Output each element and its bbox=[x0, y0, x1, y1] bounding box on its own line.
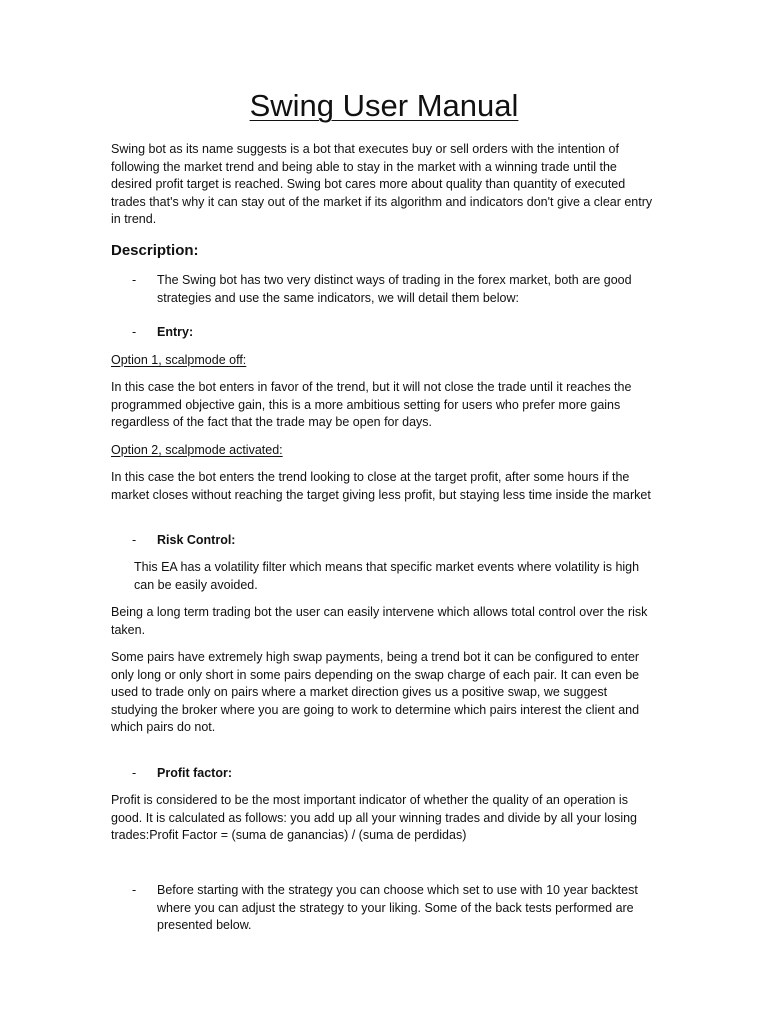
document-title: Swing User Manual bbox=[249, 88, 519, 123]
swap-paragraph: Some pairs have extremely high swap payments, being a trend bot it can be configured to enter only long or only short in some pairs depending on the swap charge of each pair. It can even be used to trade only on pairs where a market direction gives us a positive swap, we suggest studying the broker where you are going to work to determine which pairs interest the client and which pairs do not. bbox=[111, 650, 640, 734]
bullet-profit-factor-text: Profit factor: bbox=[157, 766, 232, 780]
bullet-dash: - bbox=[132, 766, 137, 780]
long-term-paragraph: Being a long term trading bot the user can easily intervene which allows total control over the risk taken. bbox=[111, 605, 648, 637]
bullet-backtest-text: Before starting with the strategy you can choose which set to use with 10 year backtest where you can adjust the strategy to your liking. Some of the back tests performed are presented below. bbox=[157, 883, 638, 932]
option1-paragraph: In this case the bot enters in favor of the trend, but it will not close the trade until it reaches the programmed objective gain, this is a more ambitious setting for users who prefer more gains regardless of the fact that the trade may be open for days. bbox=[111, 380, 632, 429]
bullet-dash: - bbox=[132, 273, 137, 287]
bullet-dash: - bbox=[132, 533, 137, 547]
bullet-dash: - bbox=[132, 883, 137, 897]
bullet-dash: - bbox=[132, 325, 137, 339]
risk-control-paragraph: This EA has a volatility filter which means that specific market events where volatility is high can be easily avoided. bbox=[134, 560, 640, 592]
option2-paragraph: In this case the bot enters the trend looking to close at the target profit, after some hours if the market closes without reaching the target giving less profit, but staying less time inside the market bbox=[111, 470, 651, 502]
bullet-trading-ways-text: The Swing bot has two very distinct ways of trading in the forex market, both are good strategies and use the same indicators, we will detail them below: bbox=[157, 273, 632, 305]
bullet-entry-text: Entry: bbox=[157, 325, 194, 339]
option2-heading: Option 2, scalpmode activated: bbox=[111, 443, 283, 457]
bullet-risk-control-text: Risk Control: bbox=[157, 533, 236, 547]
description-heading: Description: bbox=[111, 242, 199, 259]
profit-factor-paragraph: Profit is considered to be the most important indicator of whether the quality of an operation is good. It is calculated as follows: you add up all your winning trades and divide by all your losing trades:Profit Factor = (suma de ganancias) / (suma de perdidas) bbox=[111, 793, 638, 842]
option1-heading: Option 1, scalpmode off: bbox=[111, 353, 247, 367]
intro-paragraph: Swing bot as its name suggests is a bot that executes buy or sell orders with the intention of following the market trend and being able to stay in the market with a winning trade until the desired profit target is reached. Swing bot cares more about quality than quantity of executed trades that's why it can stay out of the market if its algorithm and indicators don't give a clear entry in trend. bbox=[111, 142, 653, 226]
